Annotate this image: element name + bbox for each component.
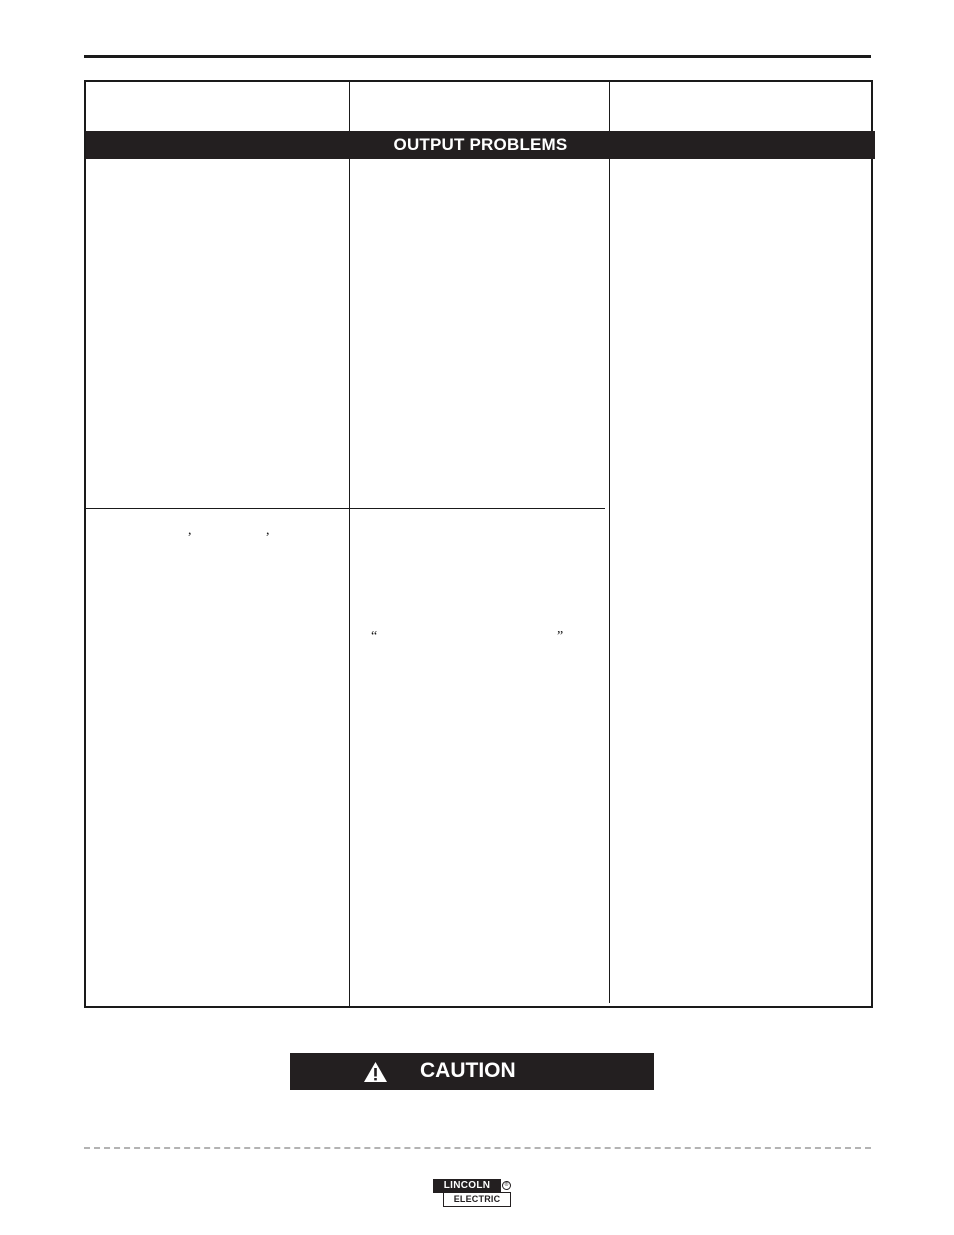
caution-banner [290,1053,654,1090]
column-divider-1 [349,82,350,1006]
column-divider-2 [609,82,610,1003]
open-quote-glyph: “ [371,629,378,644]
comma-glyph-2: , [266,523,270,538]
section-header-band [86,131,875,159]
lincoln-electric-logo [433,1179,513,1207]
close-quote-glyph: ” [557,629,564,644]
header-rule [84,55,871,58]
section-title: OUTPUT PROBLEMS [393,135,568,154]
warning-triangle-icon [363,1061,388,1083]
logo-bottom-text: ELECTRIC [443,1192,511,1207]
logo-top-text: LINCOLN [433,1179,501,1193]
row-divider [86,508,605,509]
comma-glyph-1: , [188,523,192,538]
caution-label: CAUTION [420,1059,516,1082]
registered-mark: ® [502,1181,511,1190]
footer-dashed-rule [84,1147,871,1149]
troubleshooting-table [84,80,873,1008]
